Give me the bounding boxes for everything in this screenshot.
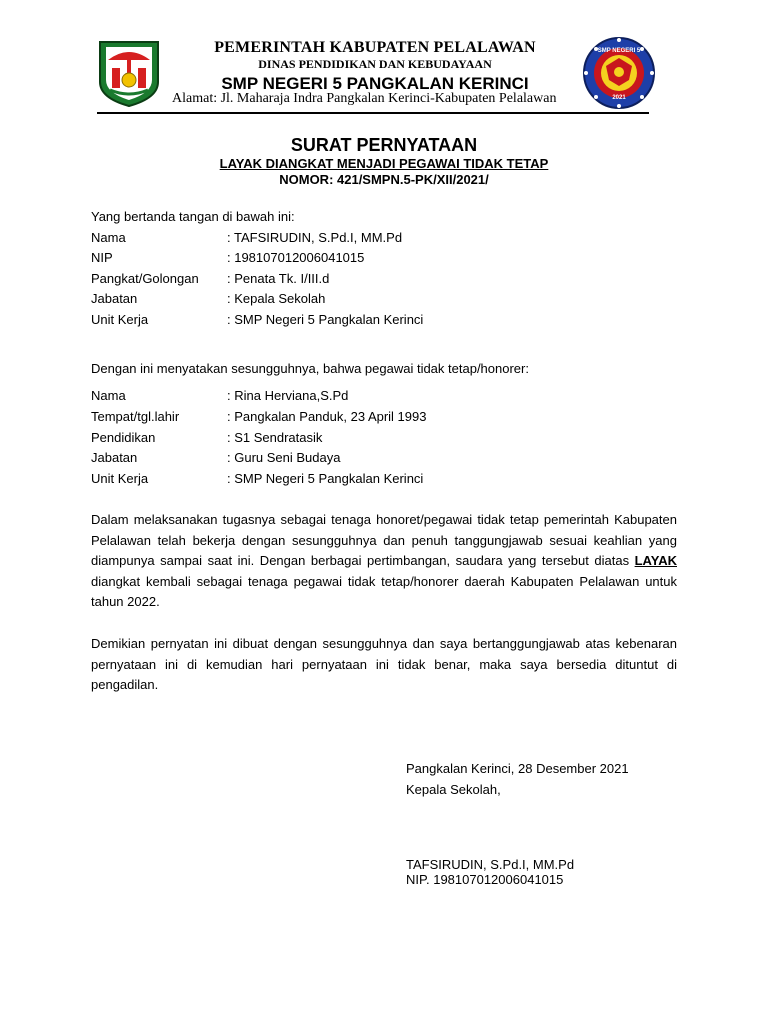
employee-label: Jabatan <box>91 450 138 465</box>
letterhead <box>160 38 590 95</box>
employee-value: : Rina Herviana,S.Pd <box>227 388 349 403</box>
signature-place-date: Pangkalan Kerinci, 28 Desember 2021 <box>406 761 629 776</box>
signer-value: : SMP Negeri 5 Pangkalan Kerinci <box>227 312 424 327</box>
signer-label: Unit Kerja <box>91 312 149 327</box>
employee-value: : S1 Sendratasik <box>227 430 323 445</box>
employee-label: Nama <box>91 388 126 403</box>
signer-label: Nama <box>91 230 126 245</box>
closing-paragraph: Demikian pernyatan ini dibuat dengan sesungguhnya dan saya bertanggungjawab atas kebenaran pernyataan ini di kemudian hari pernyataan ini tidak benar, maka saya bersedia dituntut di pengadilan. <box>91 636 677 692</box>
employee-value: : SMP Negeri 5 Pangkalan Kerinci <box>227 471 424 486</box>
employee-label: Pendidikan <box>91 430 156 445</box>
signer-label: NIP <box>91 250 113 265</box>
school-logo-text-top: SMP NEGERI 5 <box>597 48 641 54</box>
statement-text-after: diangkat kembali sebagai tenaga pegawai tidak tetap/honorer daerah Kabupaten Pelalawan untuk tahun 2022. <box>91 573 677 609</box>
statement-text-before: Dalam melaksanakan tugasnya sebagai tenaga honoret/pegawai tidak tetap pemerintah Kabupaten Pelalawan telah bekerja dengan sesungguhnya dan penuh tanggungjawab sesuai keahlian yang diampunya sampai saat ini. Dengan berbagai pertimbangan, saudara yang tersebut diatas <box>91 512 677 568</box>
letterhead-school: SMP NEGERI 5 PANGKALAN KERINCI <box>221 74 529 93</box>
signature-nip: NIP. 198107012006041015 <box>406 872 564 887</box>
school-logo-text-bottom: 2021 <box>612 95 626 101</box>
signer-value: : 198107012006041015 <box>227 250 365 265</box>
employee-intro: Dengan ini menyatakan sesungguhnya, bahwa pegawai tidak tetap/honorer: <box>91 361 529 376</box>
signature-name: TAFSIRUDIN, S.Pd.I, MM.Pd <box>406 857 575 872</box>
document-number: NOMOR: 421/SMPN.5-PK/XII/2021/ <box>279 172 489 187</box>
pelalawan-regency-emblem-icon <box>94 38 164 108</box>
signer-value: : Kepala Sekolah <box>227 291 326 306</box>
letterhead-government: PEMERINTAH KABUPATEN PELALAWAN <box>214 39 536 56</box>
letterhead-address: Alamat: Jl. Maharaja Indra Pangkalan Kerinci-Kabupaten Pelalawan <box>172 91 557 106</box>
signature-position: Kepala Sekolah, <box>406 782 501 797</box>
signer-intro: Yang bertanda tangan di bawah ini: <box>91 209 295 224</box>
letterhead-divider <box>97 112 649 114</box>
signer-label: Pangkat/Golongan <box>91 271 199 286</box>
document-subtitle: LAYAK DIANGKAT MENJADI PEGAWAI TIDAK TETAP <box>219 156 549 171</box>
signer-value: : TAFSIRUDIN, S.Pd.I, MM.Pd <box>227 230 403 245</box>
signer-label: Jabatan <box>91 291 138 306</box>
document-title: SURAT PERNYATAAN <box>290 135 478 155</box>
employee-label: Tempat/tgl.lahir <box>91 409 180 424</box>
letterhead-department: DINAS PENDIDIKAN DAN KEBUDAYAAN <box>258 57 492 71</box>
school-logo-icon <box>582 36 656 110</box>
statement-paragraph <box>91 510 677 613</box>
employee-value: : Guru Seni Budaya <box>227 450 341 465</box>
signer-value: : Penata Tk. I/III.d <box>227 271 330 286</box>
employee-label: Unit Kerja <box>91 471 149 486</box>
employee-value: : Pangkalan Panduk, 23 April 1993 <box>227 409 427 424</box>
statement-emphasis: LAYAK <box>634 553 677 568</box>
